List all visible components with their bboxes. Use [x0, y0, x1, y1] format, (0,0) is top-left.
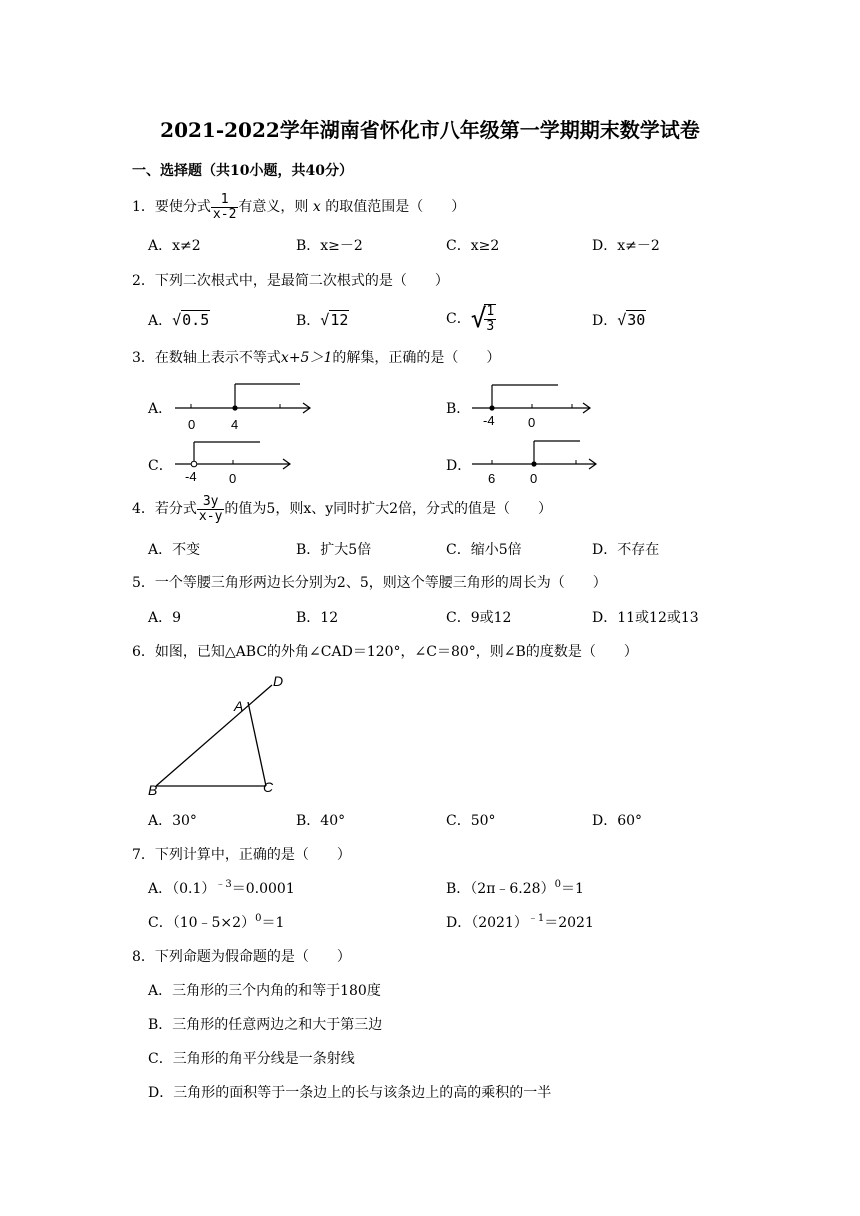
- q1-option-c: C．x≥2: [446, 238, 500, 254]
- q7-option-a: [148, 880, 295, 900]
- q1-text-2: 有意义，则: [238, 199, 309, 215]
- q2-radical-d: √30: [617, 311, 646, 329]
- question-1: [132, 190, 465, 224]
- q3-text-2: 的解集，正确的是（ ）: [332, 350, 501, 366]
- q6-option-d: D．60°: [592, 813, 643, 829]
- q7-b-exp: 0: [554, 879, 561, 890]
- q7-a-rest: ＝0.0001: [231, 881, 295, 897]
- q8-option-d: D．三角形的面积等于一条边上的长与该条边上的高的乘积的一半: [148, 1085, 552, 1101]
- q3-number-line-c: [170, 434, 300, 490]
- q3-c-tick-2: 0: [229, 471, 237, 486]
- q8-option-b: B．三角形的任意两边之和大于第三边: [148, 1017, 383, 1033]
- q1-option-a: A．x≠2: [148, 238, 201, 254]
- q2-label-d: D．: [592, 313, 618, 329]
- page-title: 2021-2022学年湖南省怀化市八年级第一学期期末数学试卷: [160, 118, 700, 142]
- q7-c-base: C．（10﹣5×2）: [148, 915, 256, 931]
- q5-option-c: C．9或12: [446, 610, 512, 626]
- q7-b-rest: ＝1: [560, 881, 584, 897]
- q3-b-tick-1: -4: [483, 413, 495, 428]
- q5-option-b: B．12: [296, 610, 339, 626]
- q3-a-tick-2: 4: [231, 417, 239, 432]
- q7-c-rest: ＝1: [261, 915, 285, 931]
- q1-frac-den: x-2: [212, 206, 237, 222]
- q2-frac-den: 3: [486, 319, 495, 334]
- point-c-label: C: [263, 779, 274, 795]
- q7-d-exp: ﹣1: [527, 913, 545, 924]
- q4-option-c: C．缩小5倍: [446, 542, 522, 558]
- q1-text: 要使分式: [154, 199, 211, 215]
- q1-option-b: B．x≥－2: [296, 238, 363, 254]
- q4-option-b: B．扩大5倍: [296, 542, 372, 558]
- question-4: [132, 491, 552, 527]
- q3-d-tick-1: 6: [488, 471, 496, 486]
- q5-option-a: A．9: [148, 610, 182, 626]
- section-heading: 一、选择题（共10小题，共40分）: [132, 163, 353, 179]
- q2-label-c: C．: [446, 311, 471, 327]
- triangle-figure: [140, 668, 300, 800]
- q2-option-c: [446, 300, 496, 338]
- q3-b-tick-2: 0: [528, 415, 536, 430]
- q7-option-c: [148, 914, 284, 934]
- q8-option-a: A．三角形的三个内角的和等于180度: [148, 983, 381, 999]
- q2-label-a: A．: [148, 313, 173, 329]
- question-3: [132, 349, 500, 367]
- q3-d-tick-2: 0: [530, 471, 538, 486]
- q8-option-c: C．三角形的角平分线是一条射线: [148, 1051, 355, 1067]
- q2-radical-c: √: [470, 304, 487, 334]
- q2-option-b: [296, 311, 349, 330]
- q2-label-b: B．: [296, 313, 321, 329]
- q7-d-rest: ＝2021: [544, 915, 594, 931]
- q3-c-tick-1: -4: [185, 469, 197, 484]
- q2-radical-b: √12: [320, 311, 349, 329]
- q7-a-base: A．（0.1）: [148, 881, 216, 897]
- q4-frac-num: 3y: [202, 493, 219, 509]
- q4-text: 若分式: [154, 501, 197, 517]
- q7-d-base: D．（2021）: [446, 915, 528, 931]
- q7-c-exp: 0: [255, 913, 262, 924]
- q2-fraction-c: [484, 304, 496, 334]
- q7-a-exp: ﹣3: [215, 879, 232, 890]
- point-b-label: B: [148, 782, 158, 798]
- question-7: 7．下列计算中，正确的是（ ）: [132, 847, 351, 863]
- question-5: 5．一个等腰三角形两边长分别为2、5，则这个等腰三角形的周长为（ ）: [132, 575, 607, 591]
- point-d-label: D: [273, 673, 284, 689]
- q3-a-tick-1: 0: [188, 417, 196, 432]
- question-2: 2．下列二次根式中，是最简二次根式的是（ ）: [132, 273, 449, 289]
- q2-option-d: [592, 311, 646, 330]
- q2-radicand-a: 0.5: [182, 311, 210, 329]
- q7-option-b: [446, 880, 584, 900]
- q1-number: 1．: [132, 199, 155, 215]
- q3-label-a: A．: [148, 401, 173, 417]
- q6-option-a: A．30°: [148, 813, 197, 829]
- q3-text: 3．在数轴上表示不等式: [132, 350, 281, 366]
- point-a-label: A: [234, 698, 244, 714]
- q6-option-c: C．50°: [446, 813, 496, 829]
- q3-number-line-d: [470, 434, 600, 490]
- q3-label-d: D．: [446, 458, 472, 474]
- q4-option-a: A．不变: [148, 542, 201, 558]
- q3-number-line-a: [170, 378, 320, 434]
- q7-b-base: B．（2π﹣6.28）: [446, 881, 555, 897]
- q2-radicand-d: 30: [627, 311, 646, 329]
- q3-label-c: C．: [148, 458, 173, 474]
- q3-inequality: x+5＞1: [280, 350, 333, 366]
- q4-frac-den: x-y: [198, 508, 223, 524]
- q1-text-3: 的取值范围是（ ）: [325, 199, 466, 215]
- q4-fraction: [197, 495, 224, 524]
- q1-option-d: D．x≠－2: [592, 238, 660, 254]
- q5-option-d: D．11或12或13: [592, 610, 699, 626]
- q2-radicand-b: 12: [330, 311, 349, 329]
- q3-number-line-b: [470, 378, 600, 434]
- q2-radical-a: √0.5: [172, 311, 210, 329]
- q2-frac-num: 1: [486, 304, 495, 319]
- q4-option-d: D．不存在: [592, 542, 660, 558]
- q6-option-b: B．40°: [296, 813, 346, 829]
- q1-fraction: [211, 193, 238, 222]
- q1-frac-num: 1: [220, 191, 229, 207]
- q7-option-d: [446, 914, 594, 934]
- question-6: 6．如图，已知△ABC的外角∠CAD＝120°，∠C＝80°，则∠B的度数是（ ）: [132, 644, 638, 660]
- q4-text-2: 的值为5，则x、y同时扩大2倍，分式的值是（ ）: [224, 501, 553, 517]
- q4-number: 4．: [132, 501, 155, 517]
- q2-option-a: [148, 311, 210, 330]
- q3-label-b: B．: [446, 401, 471, 417]
- q1-var: x: [312, 199, 321, 215]
- question-8: 8．下列命题为假命题的是（ ）: [132, 949, 351, 965]
